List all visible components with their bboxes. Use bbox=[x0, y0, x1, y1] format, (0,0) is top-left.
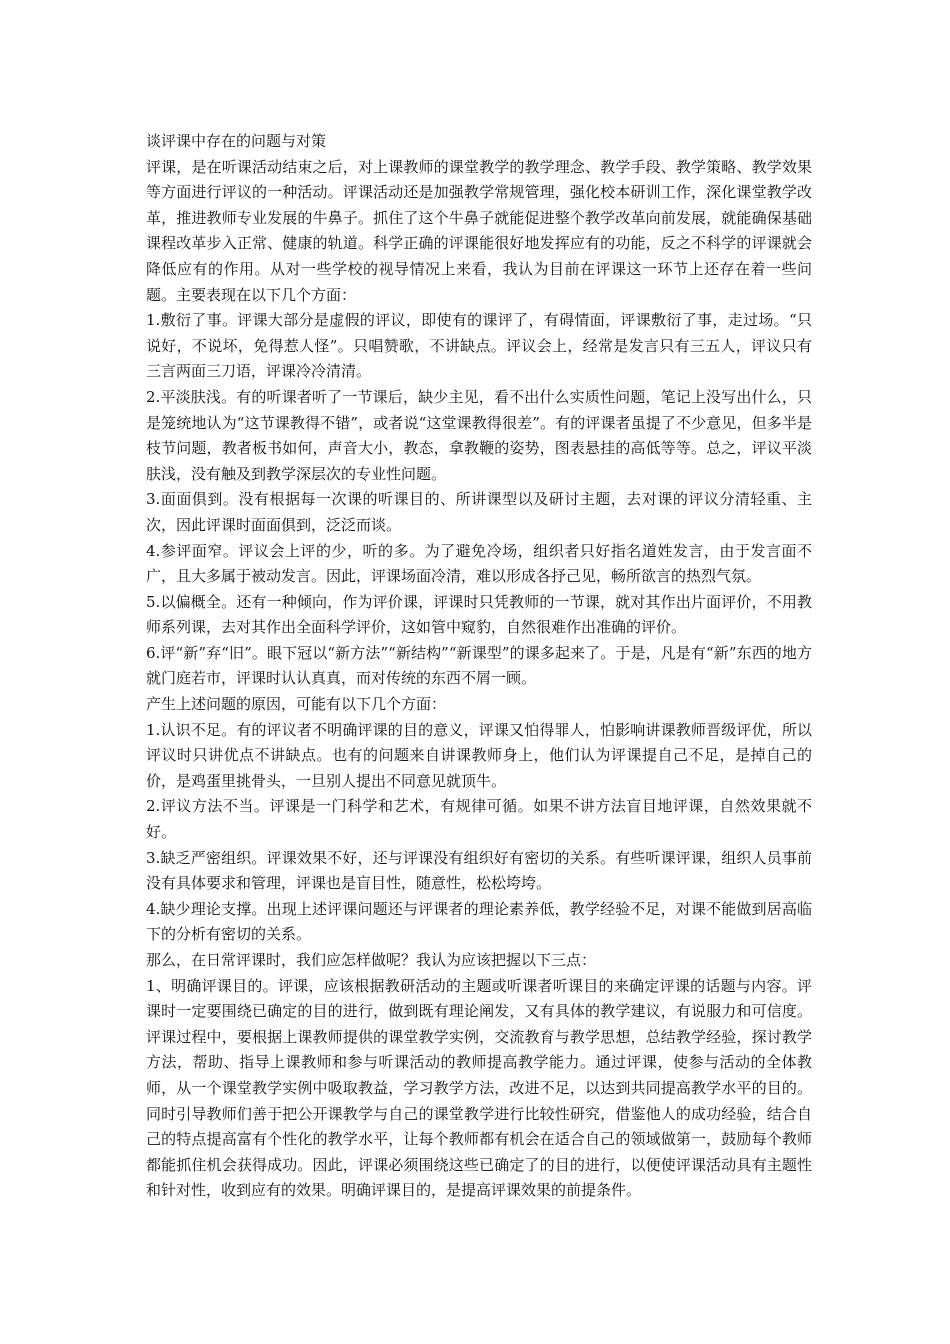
cause-1-paragraph: 1.认识不足。有的评议者不明确评课的目的意义，评课又怕得罪人，怕影响讲课教师晋级评优，所以评议时只讲优点不讲缺点。也有的问题来自讲课教师身上，他们认为评课提自己不足，是掉自己的价，是鸡蛋里挑骨头，一旦别人提出不同意见就顶牛。 bbox=[146, 720, 812, 790]
problem-1-paragraph: 1.敷衍了事。评课大部分是虚假的评议，即使有的课评了，有碍情面，评课敷衍了事，走过场。“只说好，不说坏，免得惹人怪”。只唱赞歌，不讲缺点。评议会上，经常是发言只有三五人，评议只有三言两面三刀语，评课冷冷清清。 bbox=[146, 311, 812, 381]
problem-4-paragraph: 4.参评面窄。评议会上评的少，听的多。为了避免冷场，组织者只好指名道姓发言，由于发言面不广，且大多属于被动发言。因此，评课场面冷清，难以形成各抒己见，畅所欲言的热烈气氛。 bbox=[146, 541, 812, 586]
problem-3-paragraph: 3.面面俱到。没有根据每一次课的听课目的、所讲课型以及研讨主题，去对课的评议分清轻重、主次，因此评课时面面俱到，泛泛而谈。 bbox=[146, 490, 812, 534]
problem-6-paragraph: 6.评“新”弃“旧”。眼下冠以“新方法”“新结构”“新课型”的课多起来了。于是，凡是有“新”东西的地方就门庭若市，评课时认认真真，而对传统的东西不屑一顾。 bbox=[146, 643, 812, 688]
document-page bbox=[146, 129, 812, 1204]
problem-2-paragraph: 2.平淡肤浅。有的听课者听了一节课后，缺少主见，看不出什么实质性问题，笔记上没写出什么，只是笼统地认为“这节课教得不错”，或者说“这堂课教得很差”。有的评课者虽提了不少意见，但多半是枝节问题，教者板书如何，声音大小，教态，拿教鞭的姿势，图表悬挂的高低等等。总之，评议平淡肤浅，没有触及到教学深层次的专业性问题。 bbox=[146, 387, 812, 483]
cause-3-paragraph: 3.缺乏严密组织。评课效果不好，还与评课没有组织好有密切的关系。有些听课评课，组织人员事前没有具体要求和管理，评课也是盲目性，随意性，松松垮垮。 bbox=[146, 848, 812, 893]
cause-2-paragraph: 2.评议方法不当。评课是一门科学和艺术，有规律可循。如果不讲方法盲目地评课，自然效果就不好。 bbox=[146, 797, 812, 842]
measure-1-paragraph: 1、明确评课目的。评课，应该根据教研活动的主题或听课者听课目的来确定评课的话题与内容。评课时一定要围绕已确定的目的进行，做到既有理论阐发，又有具体的教学建议，有说服力和可信度。评课过程中，要根据上课教师提供的课堂教学实例，交流教育与教学思想，总结教学经验，探讨教学方法，帮助、指导上课教师和参与听课活动的教师提高教学能力。通过评课，使参与活动的全体教师，从一个课堂教学实例中吸取教益，学习教学方法，改进不足，以达到共同提高教学水平的目的。同时引导教师们善于把公开课教学与自己的课堂教学进行比较性研究，借鉴他人的成功经验，结合自己的特点提高富有个性化的教学水平，让每个教师都有机会在适合自己的领域做第一，鼓励每个教师都能抓住机会获得成功。因此，评课必须围绕这些已确定了的目的进行，以便使评课活动具有主题性和针对性，收到应有的效果。明确评课目的，是提高评课效果的前提条件。 bbox=[146, 976, 812, 1200]
measures-intro-paragraph: 那么，在日常评课时，我们应怎样做呢？我认为应该把握以下三点： bbox=[146, 951, 597, 969]
causes-intro-paragraph: 产生上述问题的原因，可能有以下几个方面： bbox=[146, 695, 447, 714]
intro-paragraph: 评课，是在听课活动结束之后，对上课教师的课堂教学的教学理念、教学手段、教学策略、教学效果等方面进行评议的一种活动。评课活动还是加强教学常规管理，强化校本研训工作，深化课堂教学改革，推进教师专业发展的牛鼻子。抓住了这个牛鼻子就能促进整个教学改革向前发展，就能确保基础课程改革步入正常、健康的轨道。科学正确的评课能很好地发挥应有的功能，反之不科学的评课就会降低应有的作用。从对一些学校的视导情况上来看，我认为目前在评课这一环节上还存在着一些问题。主要表现在以下几个方面： bbox=[146, 157, 812, 304]
document-title: 谈评课中存在的问题与对策 bbox=[146, 132, 327, 150]
cause-4-paragraph: 4.缺少理论支撑。出现上述评课问题还与评课者的理论素养低，教学经验不足，对课不能做到居高临下的分析有密切的关系。 bbox=[146, 899, 812, 944]
problem-5-paragraph: 5.以偏概全。还有一种倾向，作为评价课，评课时只凭教师的一节课，就对其作出片面评价，不用教师系列课，去对其作出全面科学评价，这如管中窥豹，自然很难作出准确的评价。 bbox=[146, 592, 812, 637]
